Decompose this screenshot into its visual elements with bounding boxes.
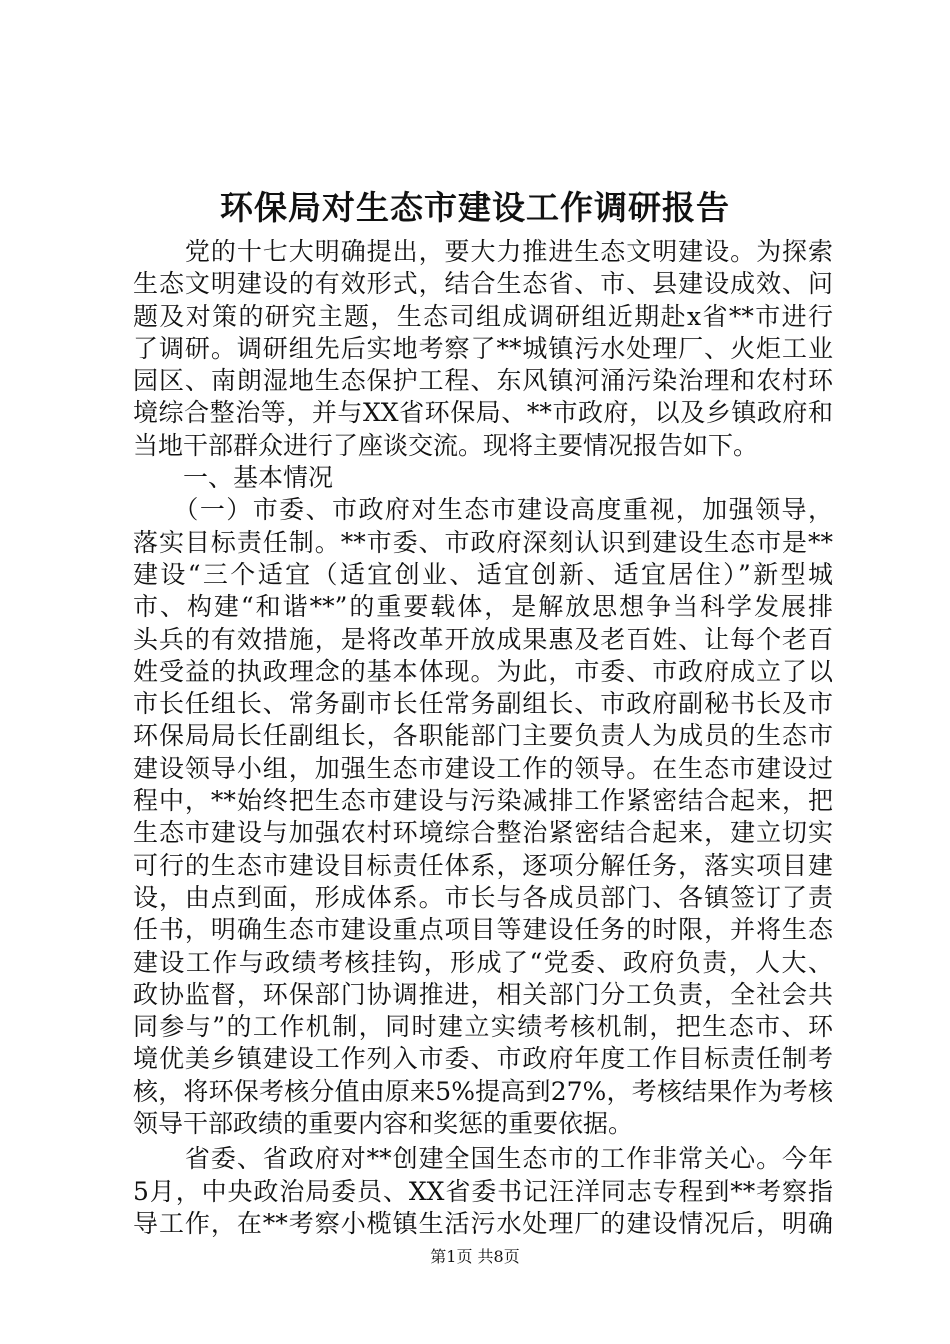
body-line: 落实目标责任制。**市委、市政府深刻认识到建设生态市是** [133, 527, 833, 557]
body-line: 5月，中央政治局委员、XX省委书记汪洋同志专程到**考察指 [133, 1176, 833, 1206]
body-line: 导工作，在**考察小榄镇生活污水处理厂的建设情况后，明确 [133, 1208, 833, 1238]
body-line: 生态文明建设的有效形式，结合生态省、市、县建设成效、问 [133, 269, 833, 299]
body-line: 姓受益的执政理念的基本体现。为此，市委、市政府成立了以 [133, 656, 833, 686]
body-line: 政协监督，环保部门协调推进，相关部门分工负责，全社会共 [133, 979, 833, 1009]
page-number-footer: 第1页 共8页 [430, 1247, 520, 1266]
body-line: 头兵的有效措施，是将改革开放成果惠及老百姓、让每个老百 [133, 624, 833, 654]
document-title: 环保局对生态市建设工作调研报告 [220, 188, 730, 227]
body-line: 建设工作与政绩考核挂钩，形成了“党委、政府负责，人大、 [133, 947, 833, 977]
body-line: 境综合整治等，并与XX省环保局、**市政府，以及乡镇政府和 [133, 398, 833, 428]
body-line: （一）市委、市政府对生态市建设高度重视，加强领导， [133, 495, 833, 525]
body-line: 建设“三个适宜（适宜创业、适宜创新、适宜居住）”新型城 [133, 559, 833, 589]
body-line: 任书，明确生态市建设重点项目等建设任务的时限，并将生态 [133, 915, 833, 945]
body-line: 当地干部群众进行了座谈交流。现将主要情况报告如下。 [133, 430, 759, 460]
body-line: 生态市建设与加强农村环境综合整治紧密结合起来，建立切实 [133, 818, 833, 848]
body-line: 市长任组长、常务副市长任常务副组长、市政府副秘书长及市 [133, 689, 833, 719]
body-line: 省委、省政府对**创建全国生态市的工作非常关心。今年 [133, 1144, 833, 1174]
body-line: 可行的生态市建设目标责任体系，逐项分解任务，落实项目建 [133, 850, 833, 880]
section-heading: 一、基本情况 [133, 463, 334, 493]
body-line: 程中，**始终把生态市建设与污染减排工作紧密结合起来，把 [133, 786, 833, 816]
body-line: 同参与”的工作机制，同时建立实绩考核机制，把生态市、环 [133, 1012, 833, 1042]
body-line: 设，由点到面，形成体系。市长与各成员部门、各镇签订了责 [133, 882, 833, 912]
body-line: 环保局局长任副组长，各职能部门主要负责人为成员的生态市 [133, 721, 833, 751]
body-line: 市、构建“和谐**”的重要载体，是解放思想争当科学发展排 [133, 592, 833, 622]
body-line: 领导干部政绩的重要内容和奖惩的重要依据。 [133, 1109, 634, 1139]
body-line: 园区、南朗湿地生态保护工程、东风镇河涌污染治理和农村环 [133, 366, 833, 396]
body-line: 党的十七大明确提出，要大力推进生态文明建设。为探索 [133, 237, 833, 266]
body-line: 建设领导小组，加强生态市建设工作的领导。在生态市建设过 [133, 753, 833, 783]
body-line: 境优美乡镇建设工作列入市委、市政府年度工作目标责任制考 [133, 1044, 833, 1074]
document-body [133, 236, 833, 1240]
body-line: 核，将环保考核分值由原来5%提高到27%，考核结果作为考核 [133, 1076, 833, 1106]
body-line: 了调研。调研组先后实地考察了**城镇污水处理厂、火炬工业 [133, 333, 833, 363]
body-line: 题及对策的研究主题，生态司组成调研组近期赴x省**市进行 [133, 301, 833, 331]
